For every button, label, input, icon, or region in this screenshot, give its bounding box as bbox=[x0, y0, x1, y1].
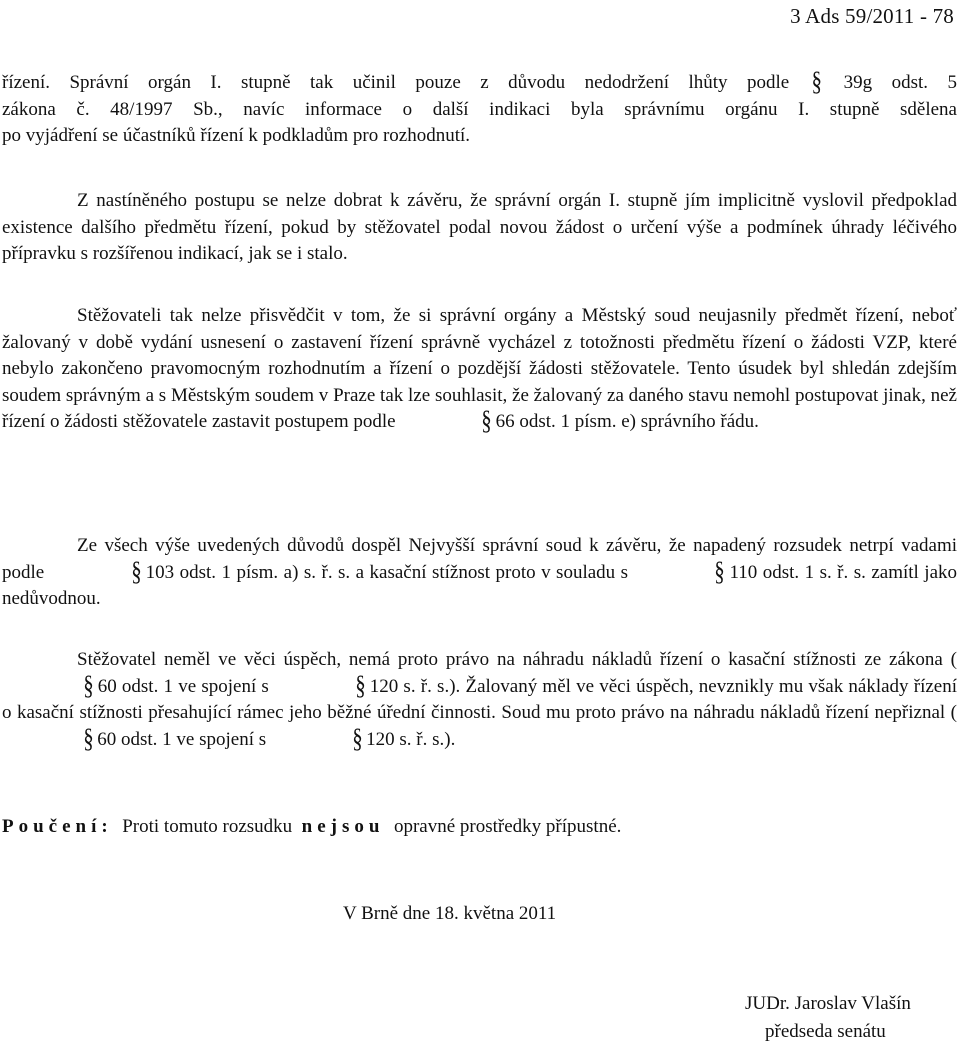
section-sign: § bbox=[83, 723, 94, 754]
section-sign: § bbox=[714, 556, 726, 587]
paragraph-5 bbox=[2, 647, 957, 753]
instruction-text-2: opravné prostředky přípustné. bbox=[393, 816, 622, 837]
p5-text-a: Stěžovatel neměl ve věci úspěch, nemá proto právo na náhradu nákladů řízení o kasační stížnosti ze zákona ( bbox=[77, 649, 957, 670]
p5-text-c: 120 s. ř. s.). Žalovaný měl ve věci úspěch, nevznikly mu však náklady řízení o kasační stížnosti přesahující rámec jeho běžné úřední činnosti. Soud mu proto právo na náhradu nákladů řízení nepřiznal ( bbox=[2, 675, 958, 723]
p4-text-c: 110 odst. 1 s. ř. s. zamítl jako nedůvodnou. bbox=[2, 561, 957, 609]
section-sign: § bbox=[355, 670, 366, 701]
p1-line2: zákona č. 48/1997 Sb., navíc informace o další indikaci byla správnímu orgánu I. stupně sdělena bbox=[2, 98, 957, 120]
p3-text-a: Stěžovateli tak nelze přisvědčit v tom, že si správní orgány a Městský soud neujasnily předmět řízení, neboť žalovaný v době vydání usnesení o zastavení řízení správně vycházel z totožnosti předmětu řízení o žádosti VZP, které nebylo zakončeno pravomocným rozhodnutím a řízení o pozdější žádosti stěžovatele. Tento úsudek byl shledán zdejším soudem správným a s Městským soudem v Praze tak lze souhlasit, že žalovaný za daného stavu nemohl postupovat jinak, než řízení o žádosti stěžovatele zastavit postupem podle bbox=[2, 305, 957, 432]
p1-line1: řízení. Správní orgán I. stupně tak učinil pouze z důvodu nedodržení lhůty podle bbox=[2, 72, 790, 93]
paragraph-3 bbox=[2, 303, 957, 436]
section-sign: § bbox=[481, 405, 493, 437]
p5-text-b: 60 odst. 1 ve spojení s bbox=[97, 675, 269, 697]
p1-line1b: 39g odst. 5 bbox=[843, 72, 958, 93]
p5-text-e: 120 s. ř. s.). bbox=[366, 728, 456, 750]
section-sign: § bbox=[811, 66, 822, 98]
p4-text-b: 103 odst. 1 písm. a) s. ř. s. a kasační stížnost proto v souladu s bbox=[145, 561, 629, 583]
section-sign: § bbox=[83, 670, 94, 701]
section-sign: § bbox=[352, 723, 363, 754]
instruction-line bbox=[2, 816, 621, 838]
p2-text: Z nastíněného postupu se nelze dobrat k závěru, že správní orgán I. stupně jím implicitně vyslovil předpoklad existence dalšího předmětu řízení, pokud by stěžovatel podal novou žádost o určení výše a podmínek úhrady léčivého přípravku s rozšířenou indikací, jak se i stalo. bbox=[2, 190, 957, 264]
case-number: 3 Ads 59/2011 - 78 bbox=[790, 4, 954, 28]
paragraph-2 bbox=[2, 188, 957, 268]
p4-text-a: Ze všech výše uvedených důvodů dospěl Nejvyšší správní soud k závěru, že napadený rozsudek netrpí vadami podle bbox=[2, 535, 957, 583]
p3-text-b: 66 odst. 1 písm. e) správního řádu. bbox=[495, 411, 759, 432]
section-sign: § bbox=[130, 556, 142, 587]
signatory-role: předseda senátu bbox=[765, 1021, 886, 1042]
instruction-emphasis: nejsou bbox=[301, 816, 385, 837]
signatory-name: JUDr. Jaroslav Vlašín bbox=[745, 993, 911, 1014]
date-line: V Brně dne 18. května 2011 bbox=[343, 903, 557, 924]
p5-text-d: 60 odst. 1 ve spojení s bbox=[97, 728, 267, 750]
p1-line3: po vyjádření se účastníků řízení k podkladům pro rozhodnutí. bbox=[2, 125, 471, 146]
signature-block bbox=[745, 990, 911, 1046]
instruction-label: Poučení: bbox=[2, 816, 113, 837]
instruction-text-1: Proti tomuto rozsudku bbox=[122, 816, 293, 837]
paragraph-1 bbox=[2, 66, 958, 150]
paragraph-4 bbox=[2, 533, 957, 613]
